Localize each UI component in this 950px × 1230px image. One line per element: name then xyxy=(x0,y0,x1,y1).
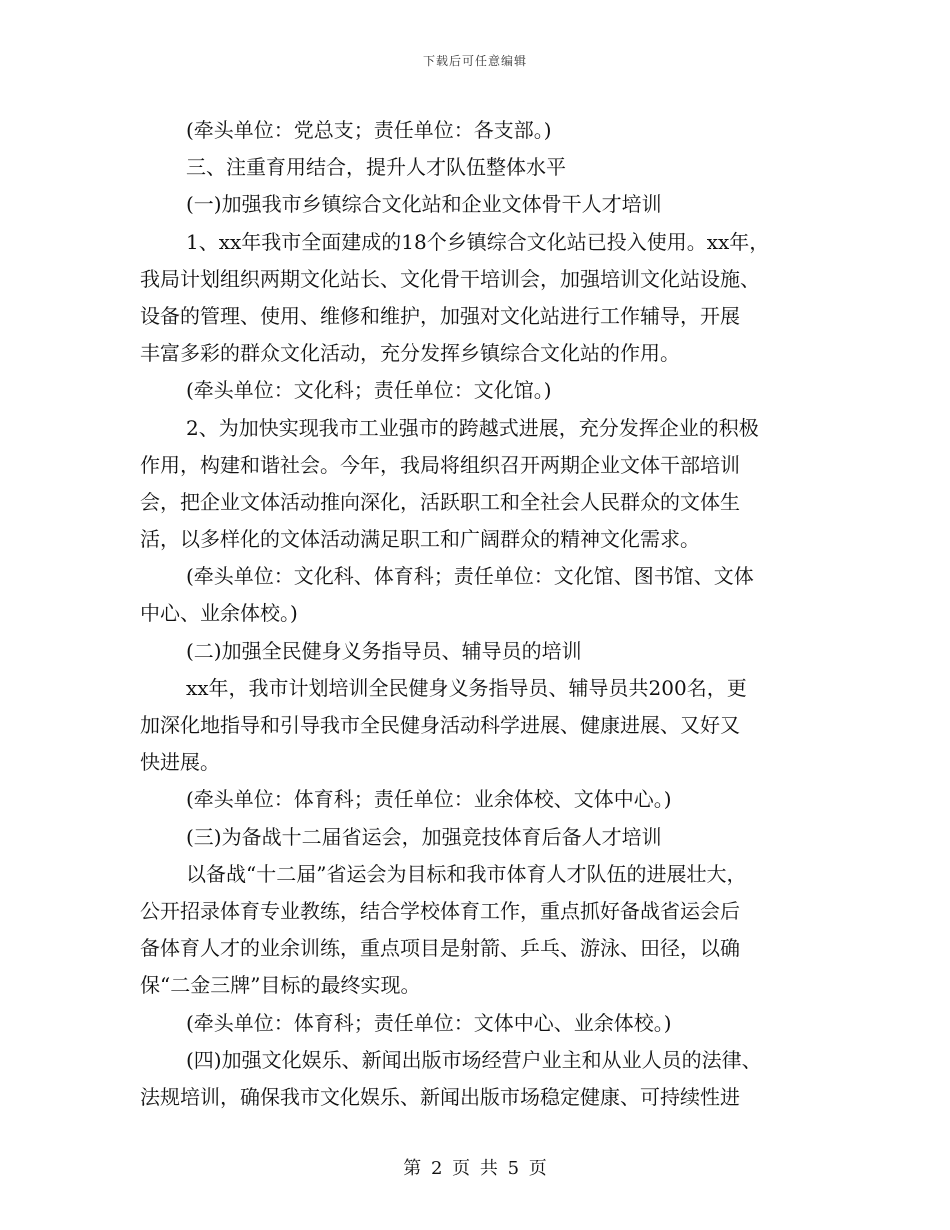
page-header: 下载后可任意编辑 xyxy=(422,54,527,68)
text-line: 以备战“十二届”省运会为目标和我市体育人才队伍的进展壮大， xyxy=(186,861,747,886)
text-line: (牵头单位：体育科；责任单位：文体中心、业余体校。) xyxy=(186,1010,672,1035)
text-line: 加深化地指导和引导我市全民健身活动科学进展、健康进展、又好又 xyxy=(140,713,740,737)
text-line: 会，把企业文体活动推向深化，活跃职工和全社会人民群众的文体生 xyxy=(140,489,740,514)
text-line: 活，以多样化的文体活动满足职工和广阔群众的精神文化需求。 xyxy=(140,527,700,552)
text-line: 丰富多彩的群众文化活动，充分发挥乡镇综合文化站的作用。 xyxy=(140,341,680,366)
document-body xyxy=(140,112,815,1116)
text-line: (牵头单位：体育科；责任单位：业余体校、文体中心。) xyxy=(186,787,672,812)
text-line: 我局计划组织两期文化站长、文化骨干培训会，加强培训文化站设施、 xyxy=(140,266,760,291)
text-line: (三)为备战十二届省运会，加强竞技体育后备人才培训 xyxy=(186,824,662,849)
text-line: (牵头单位：文化科；责任单位：文化馆。) xyxy=(186,378,552,403)
text-line: (二)加强全民健身义务指导员、辅导员的培训 xyxy=(186,638,582,663)
text-line: (牵头单位：文化科、体育科；责任单位：文化馆、图书馆、文体 xyxy=(186,564,754,589)
text-line: (四)加强文化娱乐、新闻出版市场经营户业主和从业人员的法律、 xyxy=(186,1047,762,1072)
text-line: 2、为加快实现我市工业强市的跨越式进展，充分发挥企业的积极 xyxy=(186,415,759,440)
text-line: 设备的管理、使用、维修和维护，加强对文化站进行工作辅导，开展 xyxy=(140,303,740,328)
text-line: 保“二金三牌”目标的最终实现。 xyxy=(140,973,421,998)
text-line: 法规培训，确保我市文化娱乐、新闻出版市场稳定健康、可持续性进 xyxy=(140,1084,740,1109)
text-line: 1、xx年我市全面建成的18个乡镇综合文化站已投入使用。xx年， xyxy=(186,229,770,254)
text-line: 作用，构建和谐社会。今年，我局将组织召开两期企业文体干部培训 xyxy=(140,452,740,477)
text-line: (牵头单位：党总支；责任单位：各支部。) xyxy=(186,118,552,142)
text-line: 备体育人才的业余训练，重点项目是射箭、乒乓、游泳、田径，以确 xyxy=(140,936,740,961)
text-line: 中心、业余体校。) xyxy=(140,601,298,626)
text-line: 三、注重育用结合，提升人才队伍整体水平 xyxy=(186,155,566,180)
text-line: 公开招录体育专业教练，结合学校体育工作，重点抓好备战省运会后 xyxy=(140,898,740,923)
page-footer: 第 2 页 共 5 页 xyxy=(403,1158,547,1179)
text-line: (一)加强我市乡镇综合文化站和企业文体骨干人才培训 xyxy=(186,192,662,217)
text-line: xx年，我市计划培训全民健身义务指导员、辅导员共200名，更 xyxy=(186,675,747,700)
text-line: 快进展。 xyxy=(140,750,220,775)
